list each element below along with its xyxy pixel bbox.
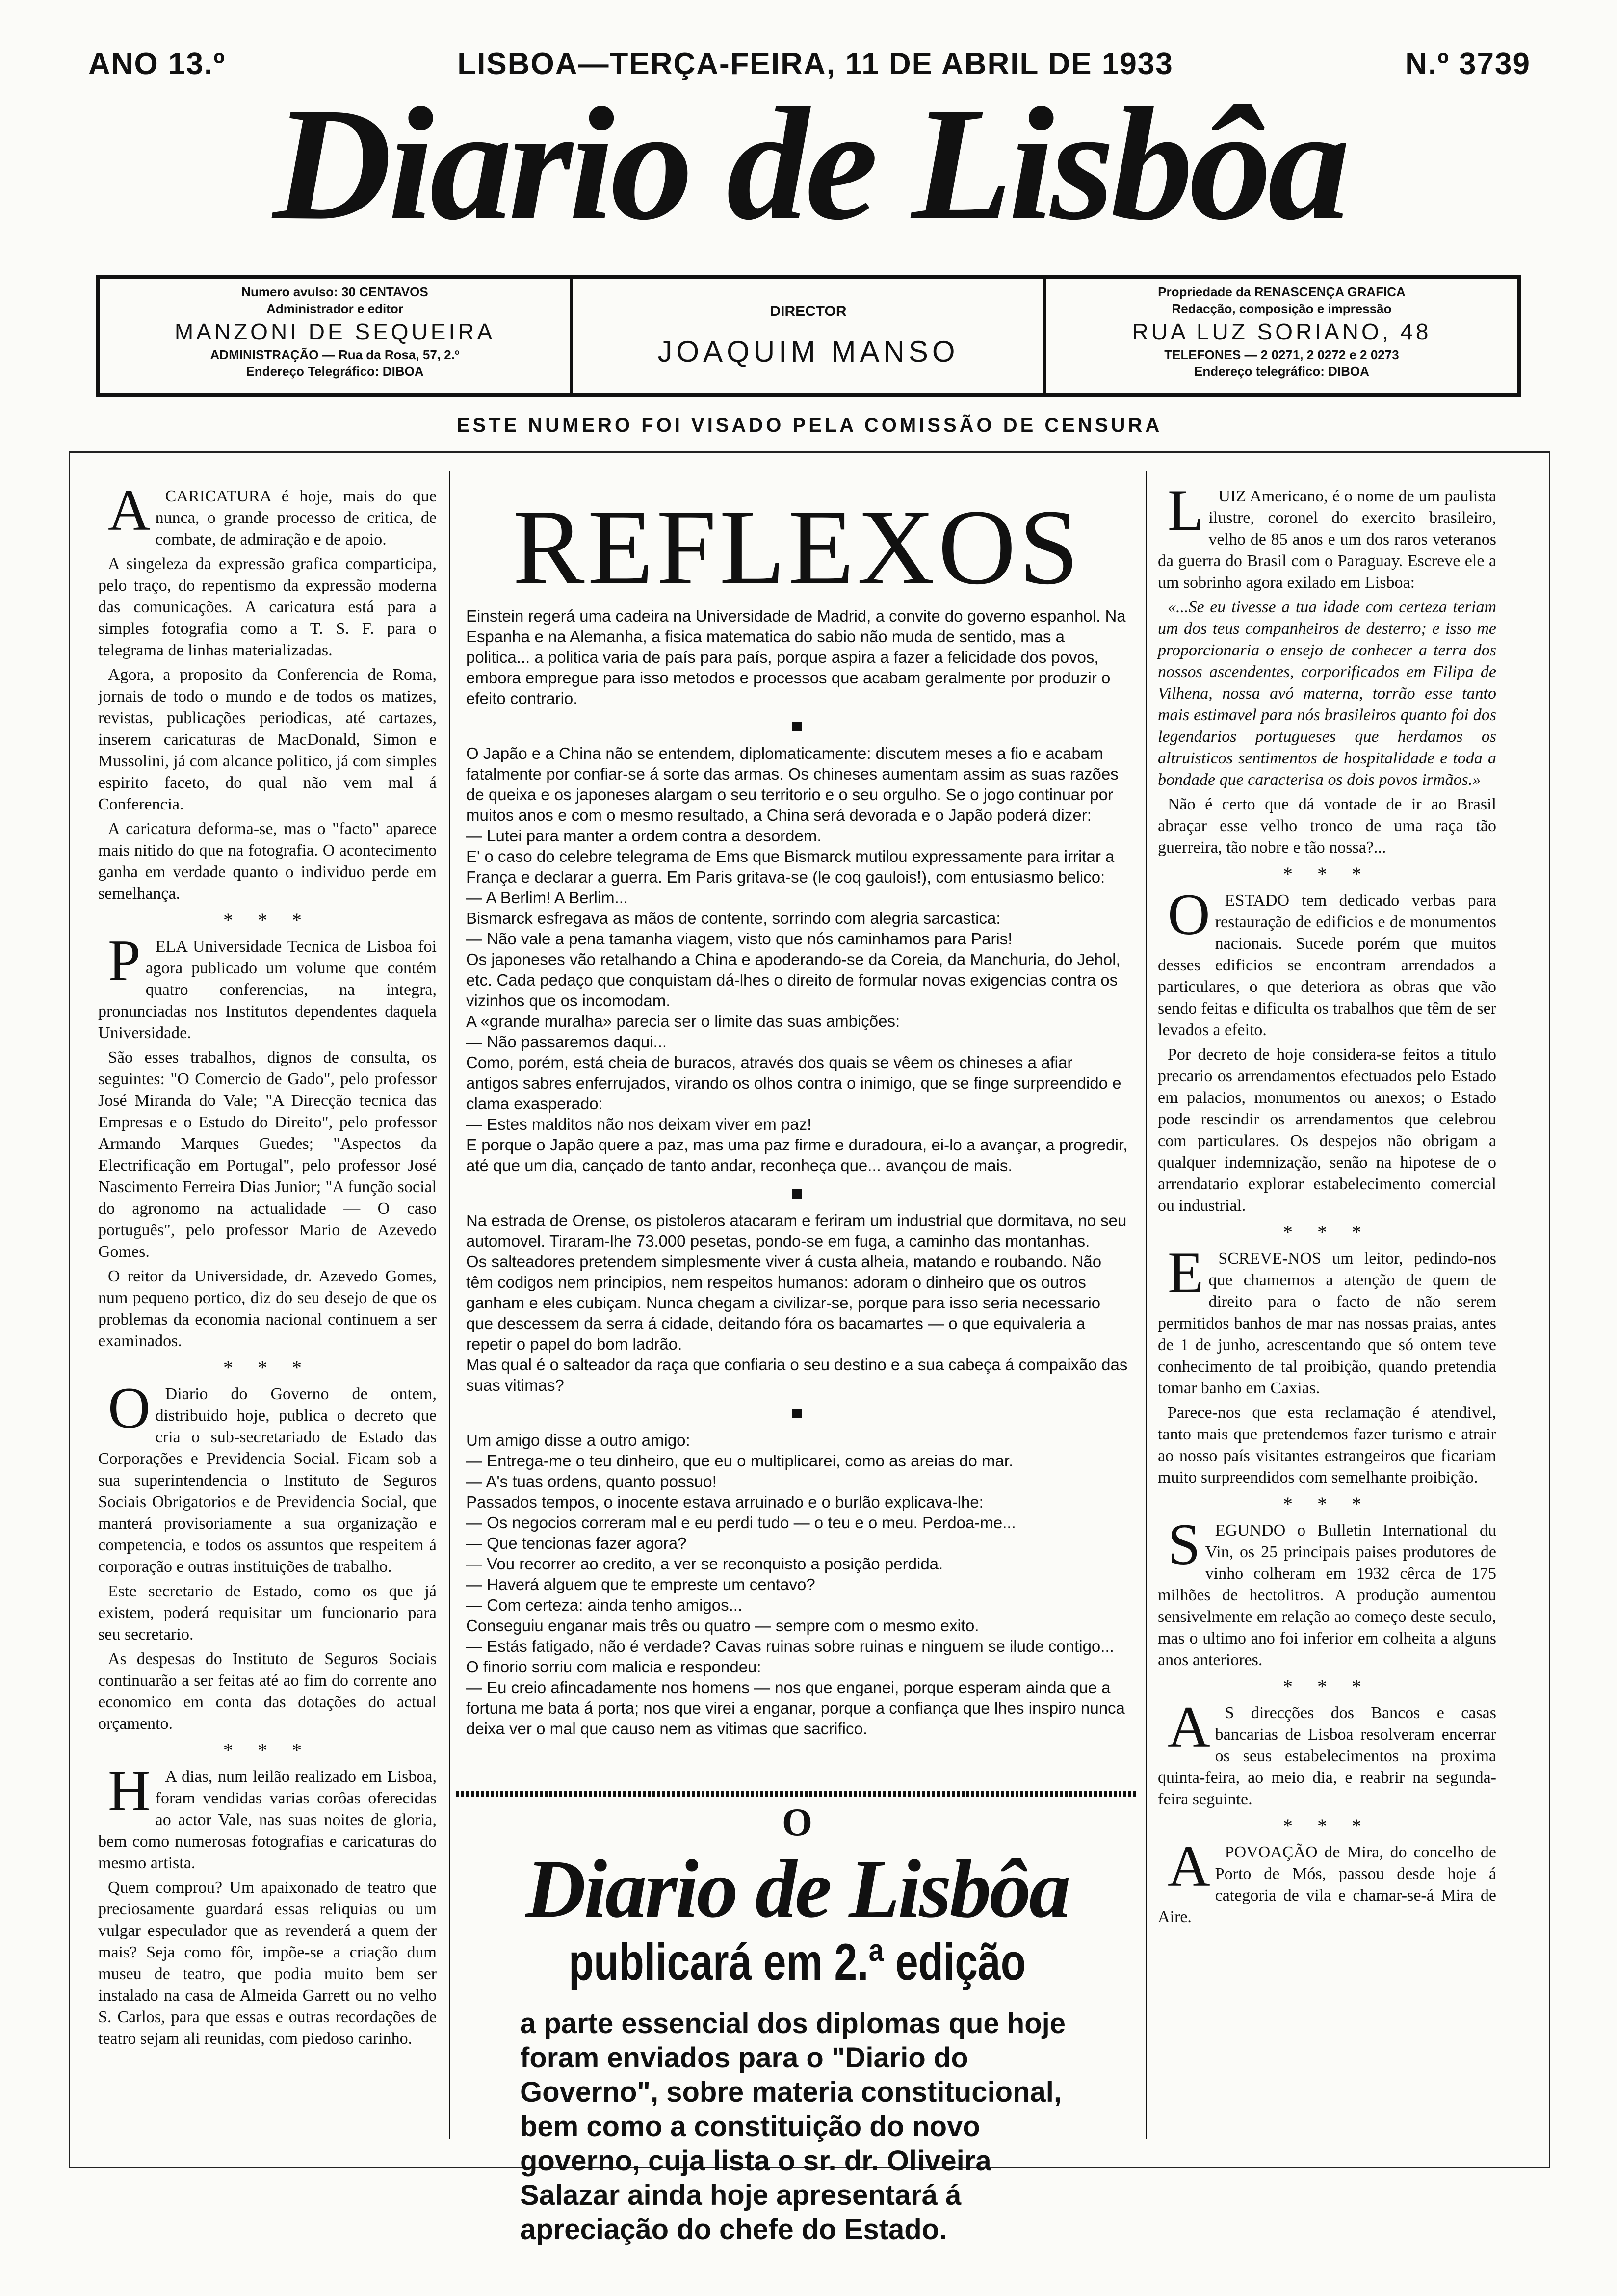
square-separator bbox=[466, 716, 1128, 736]
headline-reflexos: REFLEXOS bbox=[512, 487, 1082, 607]
paragraph: — Eu creio afincadamente nos homens — nos que enganei, porque esperam ainda que a fortuna me bata á porta; nos que virei a enganar, porque a confiança que lhes inspiro nunca deixa ver o mal que causo nem as vitimas que sacrifico. bbox=[466, 1678, 1125, 1738]
paragraph: A caricatura deforma-se, mas o "facto" aparece mais nitido do que na fotografia. O acontecimento ganha em verdade quanto o individuo perde em semelhança. bbox=[98, 820, 437, 903]
dashed-divider bbox=[456, 1791, 1138, 1797]
announcement-body: a parte essencial dos diplomas que hoje foram enviados para o "Diario do Governo", sobre materia constitucional, bem como a constituição do novo governo, cuja lista o sr. dr. Oliveira Salazar ainda hoje apresentará á apreciação do chefe do Estado. bbox=[520, 2008, 1066, 2245]
article-luiz-americano bbox=[1158, 477, 1496, 594]
paragraph: — Haverá alguem que te empreste um centavo? bbox=[466, 1575, 815, 1593]
drop-cap: O bbox=[1168, 882, 1210, 947]
article-caricatura bbox=[98, 477, 437, 550]
issue-year: ANO 13.º bbox=[88, 47, 226, 81]
drop-cap: O bbox=[108, 1375, 151, 1440]
paragraph: — Os negocios correram mal e eu perdi tudo — o teu e o meu. Perdoa-me... bbox=[466, 1513, 1016, 1532]
ownership-line: Propriedade da RENASCENÇA GRAFICA bbox=[1158, 285, 1406, 299]
paragraph: Este secretario de Estado, como os que já existem, poderá requisitar um funcionario para seu secretario. bbox=[98, 1582, 437, 1644]
paragraph: CARICATURA é hoje, mais do que nunca, o grande processo de critica, de combate, de admiração e de apoio. bbox=[155, 487, 437, 548]
paragraph: — Lutei para manter a ordem contra a desordem. bbox=[466, 827, 822, 845]
paragraph: Passados tempos, o inocente estava arruinado e o burlão explicava-lhe: bbox=[466, 1493, 984, 1511]
director-name: JOAQUIM MANSO bbox=[657, 335, 959, 368]
paragraph: Parece-nos que esta reclamação é atendivel, tanto mais que pretendemos fazer turismo e atrair ao nosso país visitantes estrangeiros que ficariam muito surpreendidos com semelhante proibição. bbox=[1158, 1404, 1496, 1487]
paragraph: — Estás fatigado, não é verdade? Cavas ruinas sobre ruinas e ninguem se ilude contigo... bbox=[466, 1637, 1114, 1655]
article-universidade bbox=[98, 928, 437, 1044]
paragraph: Conseguiu enganar mais três ou quatro — sempre com o mesmo exito. bbox=[466, 1617, 979, 1635]
article-bancos bbox=[1158, 1694, 1496, 1810]
paragraph: Os salteadores pretendem simplesmente viver á custa alheia, matando e roubando. Não têm codigos nem principios, nem respeitos humanos: adoram o dinheiro que os outros ganham e eles cubiçam. Nunca chegam a civilizar-se, porque para isso seria necessario que descessem da serra á cidade, deitando fóra os bacamartes — o que equivaleria a repetir o papel do bom ladrão. bbox=[466, 1252, 1102, 1353]
square-separator bbox=[466, 1183, 1128, 1203]
article-vinho bbox=[1158, 1512, 1496, 1671]
paragraph: A singeleza da expressão grafica comparticipa, pelo traço, do repentismo da expressão moderna das comunicações. A caricatura está para a simples fotografia como a T. S. F. para o telegrama de linhas materializadas. bbox=[98, 555, 437, 659]
paragraph: — A's tuas ordens, quanto possuo! bbox=[466, 1472, 717, 1490]
paragraph: ESTADO tem dedicado verbas para restauração de edificios e de monumentos nacionais. Sucede porém que muitos desses edificios se encontram arrendados a particulares, o que deteriora as obras que vão sendo feitas e dificulta os trabalhos que têm de ser levados a efeito. bbox=[1158, 891, 1496, 1039]
article-leilao bbox=[98, 1758, 437, 1874]
paragraph: SCREVE-NOS um leitor, pedindo-nos que chamemos a atenção de quem de direito para o facto de não serem permitidos banhos de mar nas nossas praias, antes de 1 de junho, acrescentando que só ontem teve conhecimento de tal proibição, quando pretendia tomar banho em Caxias. bbox=[1158, 1250, 1496, 1397]
paragraph: Na estrada de Orense, os pistoleros atacaram e feriram um industrial que dormitava, no seu automovel. Tiraram-lhe 73.000 pesetas, pondo-se em fuga, a caminho das montanhas. bbox=[466, 1211, 1127, 1250]
info-left bbox=[100, 279, 570, 393]
paragraph: — Entrega-me o teu dinheiro, que eu o multiplicarei, como as areias do mar. bbox=[466, 1452, 1014, 1470]
drop-cap: L bbox=[1168, 477, 1204, 543]
masthead-title: Diario de Lisbôa bbox=[272, 75, 1347, 254]
production-line: Redacção, composição e impressão bbox=[1172, 301, 1392, 316]
office-address: RUA LUZ SORIANO, 48 bbox=[1132, 319, 1432, 344]
announcement-subtitle: publicará em 2.ª edição bbox=[568, 1933, 1026, 1991]
price-line: Numero avulso: 30 CENTAVOS bbox=[241, 285, 428, 299]
paragraph: — Não passaremos daqui... bbox=[466, 1033, 667, 1051]
paragraph: POVOAÇÃO de Mira, do concelho de Porto de Mós, passou desde hoje á categoria de vila e chamar-se-á Mira de Aire. bbox=[1158, 1843, 1496, 1926]
paragraph: O Japão e a China não se entendem, diplomaticamente: discutem meses a fio e acabam fatalmente por confiar-se á sorte das armas. Os chineses aumentam assim as suas razões de queixa e os japoneses alargam o seu territorio e o seu orgulho. Se o jogo continuar por muitos anos e com o mesmo resultado, a China será devorada e o Japão poderá dizer: bbox=[466, 744, 1119, 824]
paragraph: Agora, a proposito da Conferencia de Roma, jornais de todo o mundo e de todos os matizes, revistas, publicações periodicas, até cartazes, inserem caricaturas de MacDonald, Simon e Mussolini, já com alcance politico, já com simples espirito faceto, do qual não vem mal á Conferencia. bbox=[98, 666, 437, 813]
section-separator: * * * bbox=[1283, 863, 1371, 885]
paragraph: Quem comprou? Um apaixonado de teatro que preciosamente guardará essas reliquias ou um vulgar especulador que as revenderá a quem der mais? Seja como fôr, impõe-se a criação dum museu de teatro, que podia muito bem ser instalado na casa de Almeida Garrett ou no velho S. Carlos, para que essas e outras recordações de teatro sejam ali reunidas, com piedoso carinho. bbox=[98, 1879, 437, 2048]
paragraph: A «grande muralha» parecia ser o limite das suas ambições: bbox=[466, 1012, 900, 1030]
telegraph-address: Endereço Telegráfico: DIBOA bbox=[246, 364, 424, 379]
paragraph: — Vou recorrer ao credito, a ver se reconquisto a posição perdida. bbox=[466, 1555, 943, 1573]
drop-cap: S bbox=[1168, 1512, 1200, 1577]
paragraph: Por decreto de hoje considera-se feitos a titulo precario os arrendamentos efectuados pelo Estado em palacios, monumentos ou anexos; o Estado pode rescindir os arrendamentos que celebrou com particulares. Os despejos não obrigam a qualquer indemnização, senão na hipotese de o arrendatario explorar estabelecimento comercial ou industrial. bbox=[1158, 1045, 1496, 1215]
director-label: DIRECTOR bbox=[770, 303, 847, 319]
telegraph-address-right: Endereço telegráfico: DIBOA bbox=[1194, 364, 1369, 379]
paragraph: Como, porém, está cheia de buracos, através dos quais se vêem os chineses a afiar antigos sabres enferrujados, virando os olhos contra o inimigo, que se finge surpreendido e clama exasperado: bbox=[466, 1053, 1121, 1113]
drop-cap: A bbox=[1168, 1833, 1210, 1899]
reflexos-body bbox=[466, 606, 1128, 1739]
admin-name: MANZONI DE SEQUEIRA bbox=[174, 319, 496, 344]
paragraph: São esses trabalhos, dignos de consulta, os seguintes: "O Comercio de Gado", pelo professor José Miranda do Vale; "A Direcção tecnica das Empresas e o Estudo do Direito", pelo professor Armando Marques Guedes; "Aspectos da Electrificação em Portugal", pelo professor José Nascimento Ferreira Dias Junior; "A função social do agronomo na actualidade — O caso português", pelo professor Mario de Azevedo Gomes. bbox=[98, 1048, 437, 1261]
paragraph: E porque o Japão quere a paz, mas uma paz firme e duradoura, ei-lo a avançar, a progredir, até que um dia, cançado de tanto andar, reconheça que... avançou de mais. bbox=[466, 1136, 1128, 1174]
article-banhos-mar bbox=[1158, 1240, 1496, 1399]
paragraph: — A Berlim! A Berlim... bbox=[466, 888, 628, 907]
paragraph: E' o caso do celebre telegrama de Ems que Bismarck mutilou expressamente para irritar a França e declarar a guerra. Em Paris gritava-se (le coq gaulois!), com entusiasmo belico: bbox=[466, 847, 1115, 886]
paragraph: O finorio sorriu com malicia e respondeu: bbox=[466, 1658, 761, 1676]
censorship-notice: ESTE NUMERO FOI VISADO PELA COMISSÃO DE CENSURA bbox=[456, 415, 1163, 436]
info-center bbox=[570, 279, 1043, 393]
paragraph: A dias, num leilão realizado em Lisboa, foram vendidas varias corôas oferecidas ao actor Vale, nas suas noites de gloria, bem como numerosas fotografias e caricaturas do mesmo artista. bbox=[98, 1768, 437, 1872]
left-column bbox=[98, 477, 437, 2053]
paragraph: O reitor da Universidade, dr. Azevedo Gomes, num pequeno portico, diz do seu desejo de que os problemas da economia nacional continuem a ser examinados. bbox=[98, 1267, 437, 1350]
paragraph: Não é certo que dá vontade de ir ao Brasil abraçar esse velho tronco de uma raça tão guerreira, tão nobre e tão nossa?... bbox=[1158, 795, 1496, 857]
admin-address: ADMINISTRAÇÃO — Rua da Rosa, 57, 2.º bbox=[210, 347, 460, 362]
section-separator: * * * bbox=[1283, 1815, 1371, 1837]
announcement-o: O bbox=[782, 1801, 813, 1844]
paragraph: Diario do Governo de ontem, distribuido hoje, publica o decreto que cria o sub-secretariado de Estado das Corporações e Previdencia Social. Ficam sob a sua superintendencia o Instituto de Seguros Sociais Obrigatorios e de Previdencia Social, que manterá provisoriamente a sua organização e competencia, e todos os assuntos que respeitem á corporação e outras instituições de trabalho. bbox=[98, 1385, 437, 1576]
drop-cap: A bbox=[1168, 1694, 1210, 1759]
paragraph: — Não vale a pena tamanha viagem, visto que nós caminhamos para Paris! bbox=[466, 930, 1013, 948]
phone-numbers: TELEFONES — 2 0271, 2 0272 e 2 0273 bbox=[1164, 347, 1399, 362]
article-diario-governo bbox=[98, 1375, 437, 1578]
paragraph: UIZ Americano, é o nome de um paulista ilustre, coronel do exercito brasileiro, velho de 85 anos e um dos raros veteranos da guerra do Brasil com o Paraguay. Escreve ele a um sobrinho agora exilado em Lisboa: bbox=[1158, 487, 1496, 592]
section-separator: * * * bbox=[1283, 1221, 1371, 1243]
paragraph: Os japoneses vão retalhando a China e apoderando-se da Coreia, da Manchuria, do Jehol, etc. Cada pedaço que conquistam dá-lhes o direito de formular novas exigencias contra os vizinhos que os incomodam. bbox=[466, 950, 1121, 1010]
section-separator: * * * bbox=[223, 1739, 312, 1761]
paragraph: Um amigo disse a outro amigo: bbox=[466, 1431, 690, 1449]
square-separator bbox=[466, 1403, 1128, 1423]
drop-cap: P bbox=[108, 928, 141, 993]
drop-cap: E bbox=[1168, 1240, 1204, 1305]
article-mira-de-aire bbox=[1158, 1833, 1496, 1928]
paragraph: — Que tencionas fazer agora? bbox=[466, 1534, 687, 1552]
drop-cap: A bbox=[108, 477, 151, 543]
info-bar bbox=[96, 275, 1521, 397]
dateline: LISBOA—TERÇA-FEIRA, 11 DE ABRIL DE 1933 bbox=[457, 47, 1174, 81]
info-right bbox=[1043, 279, 1517, 393]
admin-editor-label: Administrador e editor bbox=[266, 301, 403, 316]
paragraph: — Estes malditos não nos deixam viver em paz! bbox=[466, 1115, 812, 1133]
paragraph: — Com certeza: ainda tenho amigos... bbox=[466, 1596, 743, 1614]
paragraph: ELA Universidade Tecnica de Lisboa foi agora publicado um volume que contém quatro conferencias, na integra, pronunciadas nos Institutos dependentes daquela Universidade. bbox=[98, 938, 437, 1042]
column-divider-right bbox=[1146, 471, 1147, 2139]
drop-cap: H bbox=[108, 1758, 151, 1823]
paragraph: As despesas do Instituto de Seguros Sociais continuarão a ser feitas até ao fim do corrente ano economico em conta das dotações do actual orçamento. bbox=[98, 1650, 437, 1733]
column-divider-left bbox=[449, 471, 450, 2139]
paragraph: S direcções dos Bancos e casas bancarias de Lisboa resolveram encerrar os seus estabelecimentos na proxima quinta-feira, ao meio dia, e reabrir na segunda-feira seguinte. bbox=[1158, 1704, 1496, 1808]
section-separator: * * * bbox=[1283, 1493, 1371, 1515]
right-column bbox=[1158, 477, 1496, 1931]
issue-number: N.º 3739 bbox=[1405, 47, 1531, 81]
article-estado-monumentos bbox=[1158, 882, 1496, 1041]
paragraph: Einstein regerá uma cadeira na Universidade de Madrid, a convite do governo espanhol. Na Espanha e na Alemanha, a fisica matematica do sabio não muda de sentido, mas a politica... a politica varia de país para país, porque aspira a fazer a felicidade dos povos, embora empregue para isso metodos e processos que acabam geralmente por produzir o efeito contrario. bbox=[466, 607, 1126, 707]
section-separator: * * * bbox=[223, 909, 312, 931]
section-separator: * * * bbox=[223, 1357, 312, 1379]
paragraph: Bismarck esfregava as mãos de contente, sorrindo com alegria sarcastica: bbox=[466, 909, 1001, 927]
second-edition-announcement bbox=[456, 1800, 1138, 2247]
paragraph: EGUNDO o Bulletin International du Vin, os 25 principais paises produtores de vinho colheram em 1932 cêrca de 175 milhões de hectolitros. A produção aumentou sensivelmente em relação ao começo deste seculo, mas o ultimo ano foi inferior em colheita a alguns anos anteriores. bbox=[1158, 1521, 1496, 1669]
section-separator: * * * bbox=[1283, 1675, 1371, 1697]
announcement-title: Diario de Lisbôa bbox=[525, 1843, 1069, 1935]
letter-quote: «...Se eu tivesse a tua idade com certeza teriam um dos teus companheiros de desterro; e isso me proporcionaria o ensejo de conhecer a terra dos nossos ascendentes, corporificados em Filipa de Vilhena, nossa avó materna, torrão esse tanto mais estimavel para nós brasileiros quanto foi dos legendarios portugueses que herdamos os altruisticos sentimentos de hospitalidade e toda a bondade que caracterisa os dois povos irmãos.» bbox=[1158, 598, 1496, 789]
paragraph: Mas qual é o salteador da raça que confiaria o seu destino e a sua cabeça á compaixão das suas vitimas? bbox=[466, 1356, 1128, 1394]
